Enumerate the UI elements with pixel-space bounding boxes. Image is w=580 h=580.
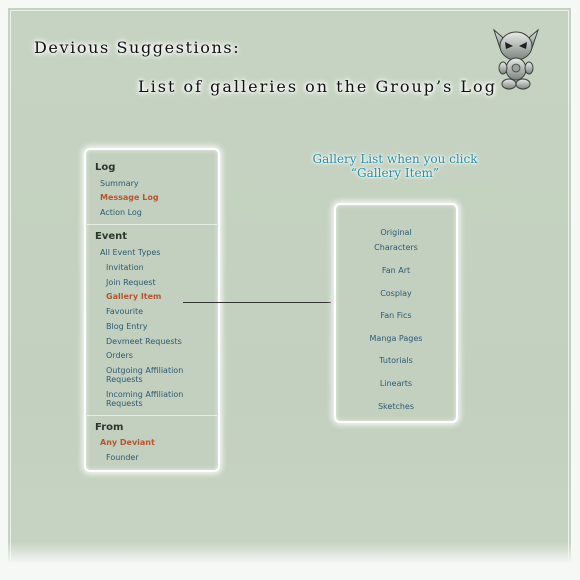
bottom-fade (8, 542, 571, 564)
sidebar-item-any-deviant[interactable]: Any Deviant (100, 438, 155, 447)
sidebar-item-incoming-affiliation-requests[interactable]: Incoming Affiliation Requests (106, 390, 184, 408)
sidebar-item-outgoing-affiliation-requests[interactable]: Outgoing Affiliation Requests (106, 366, 184, 384)
divider (87, 224, 217, 225)
sidebar-item-invitation[interactable]: Invitation (106, 263, 144, 272)
sidebar-item-join-request[interactable]: Join Request (106, 278, 156, 287)
gallery-item-linearts[interactable]: Linearts (379, 379, 413, 388)
gallery-item-fan-fics[interactable]: Fan Fics (380, 311, 412, 320)
sidebar-item-orders[interactable]: Orders (106, 351, 133, 360)
section-title-from: From (95, 422, 124, 433)
gallery-item-tutorials[interactable]: Tutorials (379, 356, 413, 365)
connector-line (183, 302, 331, 303)
divider (87, 415, 217, 416)
sidebar-item-action-log[interactable]: Action Log (100, 208, 142, 217)
devious-mascot-icon (488, 26, 544, 92)
sidebar-item-gallery-item[interactable]: Gallery Item (106, 292, 162, 301)
gallery-item-fan-art[interactable]: Fan Art (381, 266, 411, 275)
sidebar-item-blog-entry[interactable]: Blog Entry (106, 322, 148, 331)
gallery-item-cosplay[interactable]: Cosplay (380, 289, 412, 298)
sidebar-item-all-event-types[interactable]: All Event Types (100, 248, 161, 257)
caption-line-1: Gallery List when you click (312, 152, 478, 166)
section-title-log: Log (95, 162, 116, 173)
gallery-item-original[interactable]: Original (380, 228, 412, 237)
gallery-item-sketches[interactable]: Sketches (377, 402, 415, 411)
caption-line-2: “Gallery Item” (350, 166, 440, 180)
sidebar-item-summary[interactable]: Summary (100, 179, 139, 188)
section-title-event: Event (95, 231, 128, 242)
sidebar-item-founder[interactable]: Founder (106, 453, 139, 462)
gallery-item-manga-pages[interactable]: Manga Pages (369, 334, 423, 343)
sidebar-item-message-log[interactable]: Message Log (100, 193, 159, 202)
gallery-list-caption (300, 152, 490, 180)
sidebar-item-favourite[interactable]: Favourite (106, 307, 144, 316)
page-subtitle: List of galleries on the Group’s Log (138, 77, 497, 96)
page-title: Devious Suggestions: (34, 38, 241, 57)
sidebar-item-devmeet-requests[interactable]: Devmeet Requests (106, 337, 182, 346)
gallery-item-characters[interactable]: Characters (374, 243, 418, 252)
